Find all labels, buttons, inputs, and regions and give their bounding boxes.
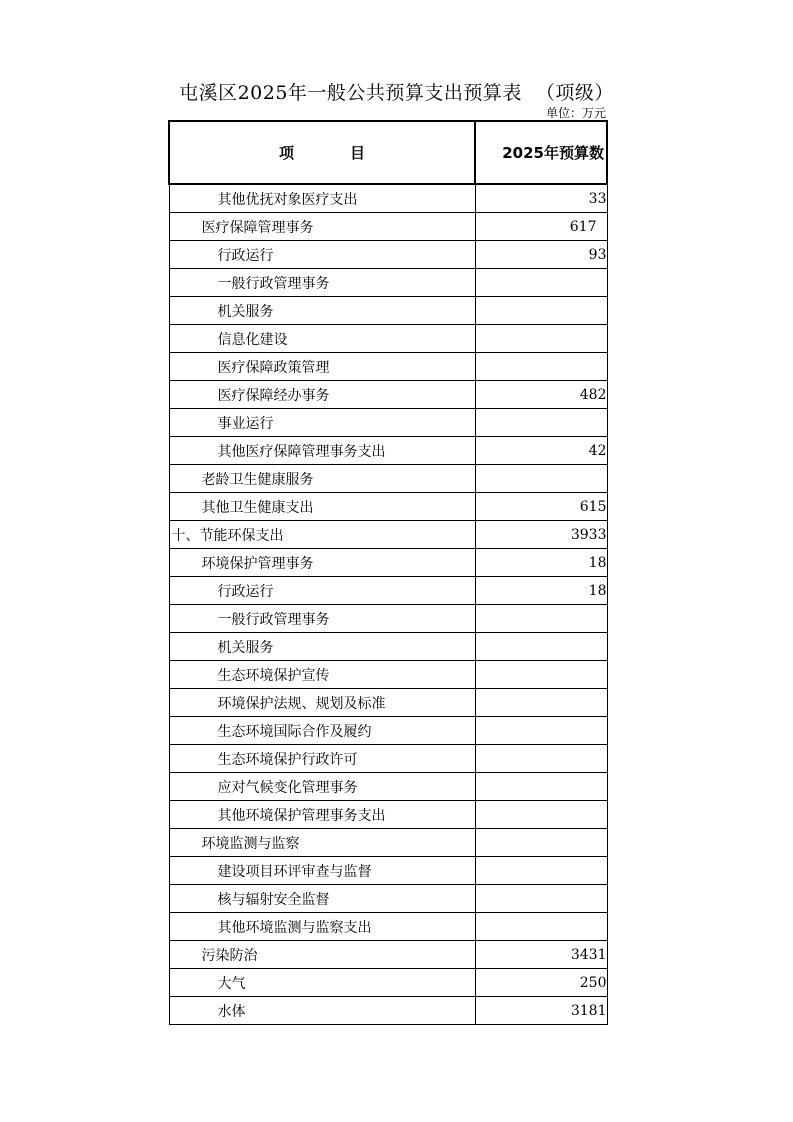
row-amount xyxy=(475,661,607,689)
table-row xyxy=(169,241,607,269)
row-amount xyxy=(475,773,607,801)
row-amount xyxy=(475,409,607,437)
table-row xyxy=(169,885,607,913)
row-amount xyxy=(475,857,607,885)
table-row xyxy=(169,773,607,801)
table-row xyxy=(169,213,607,241)
row-amount: 18 xyxy=(475,577,607,605)
page-title xyxy=(0,80,793,106)
column-header-item xyxy=(169,121,475,184)
row-item-label: 生态环境保护行政许可 xyxy=(169,745,475,773)
title-main: 屯溪区2025年一般公共预算支出预算表 xyxy=(179,82,522,104)
row-amount: 3431 xyxy=(475,941,607,969)
row-item-label: 应对气候变化管理事务 xyxy=(169,773,475,801)
table-row xyxy=(169,941,607,969)
table-row xyxy=(169,745,607,773)
row-amount xyxy=(475,801,607,829)
table-row xyxy=(169,465,607,493)
row-item-label: 生态环境保护宣传 xyxy=(169,661,475,689)
row-item-label: 机关服务 xyxy=(169,297,475,325)
table-row xyxy=(169,409,607,437)
row-item-label: 医疗保障经办事务 xyxy=(169,381,475,409)
row-item-label: 环境保护管理事务 xyxy=(169,549,475,577)
header-item-char-2: 目 xyxy=(350,144,366,162)
row-amount xyxy=(475,745,607,773)
row-item-label: 一般行政管理事务 xyxy=(169,605,475,633)
row-amount xyxy=(475,717,607,745)
table-row xyxy=(169,184,607,213)
row-amount xyxy=(475,353,607,381)
row-amount xyxy=(475,269,607,297)
row-amount xyxy=(475,465,607,493)
table-row xyxy=(169,549,607,577)
row-amount xyxy=(475,885,607,913)
row-item-label: 机关服务 xyxy=(169,633,475,661)
table-row xyxy=(169,969,607,997)
row-amount: 3933 xyxy=(475,521,607,549)
row-amount: 18 xyxy=(475,549,607,577)
row-item-label: 十、节能环保支出 xyxy=(169,521,475,549)
row-item-label: 医疗保障政策管理 xyxy=(169,353,475,381)
row-amount: 42 xyxy=(475,437,607,465)
table-row xyxy=(169,269,607,297)
row-item-label: 核与辐射安全监督 xyxy=(169,885,475,913)
table-row xyxy=(169,801,607,829)
table-row xyxy=(169,689,607,717)
row-item-label: 一般行政管理事务 xyxy=(169,269,475,297)
table-row xyxy=(169,661,607,689)
row-amount xyxy=(475,633,607,661)
row-item-label: 环境保护法规、规划及标准 xyxy=(169,689,475,717)
row-item-label: 环境监测与监察 xyxy=(169,829,475,857)
row-item-label: 其他优抚对象医疗支出 xyxy=(169,184,475,213)
row-item-label: 其他卫生健康支出 xyxy=(169,493,475,521)
budget-table xyxy=(168,120,608,1025)
table-row xyxy=(169,325,607,353)
row-item-label: 行政运行 xyxy=(169,241,475,269)
table-row xyxy=(169,605,607,633)
title-suffix: （项级） xyxy=(535,82,614,104)
row-item-label: 事业运行 xyxy=(169,409,475,437)
row-amount: 250 xyxy=(475,969,607,997)
row-amount: 615 xyxy=(475,493,607,521)
row-item-label: 其他环境保护管理事务支出 xyxy=(169,801,475,829)
table-row xyxy=(169,577,607,605)
row-item-label: 老龄卫生健康服务 xyxy=(169,465,475,493)
row-item-label: 污染防治 xyxy=(169,941,475,969)
table-row xyxy=(169,381,607,409)
row-item-label: 大气 xyxy=(169,969,475,997)
header-item-char-1: 项 xyxy=(278,144,294,162)
row-amount xyxy=(475,325,607,353)
table-row xyxy=(169,437,607,465)
table-row xyxy=(169,717,607,745)
table-row xyxy=(169,521,607,549)
table-row xyxy=(169,829,607,857)
row-amount: 33 xyxy=(475,184,607,213)
row-item-label: 行政运行 xyxy=(169,577,475,605)
row-amount xyxy=(475,913,607,941)
table-row xyxy=(169,493,607,521)
table-row xyxy=(169,913,607,941)
table-row xyxy=(169,857,607,885)
table-row xyxy=(169,297,607,325)
row-amount xyxy=(475,297,607,325)
row-item-label: 水体 xyxy=(169,997,475,1025)
table-row xyxy=(169,353,607,381)
row-amount: 617 xyxy=(475,213,607,241)
row-item-label: 其他医疗保障管理事务支出 xyxy=(169,437,475,465)
row-amount: 93 xyxy=(475,241,607,269)
table-header-row xyxy=(169,121,607,184)
row-item-label: 建设项目环评审查与监督 xyxy=(169,857,475,885)
unit-label: 单位：万元 xyxy=(545,106,606,120)
column-header-amount: 2025年预算数 xyxy=(475,121,607,184)
table-row xyxy=(169,997,607,1025)
row-amount xyxy=(475,829,607,857)
row-amount xyxy=(475,689,607,717)
row-amount: 482 xyxy=(475,381,607,409)
row-item-label: 信息化建设 xyxy=(169,325,475,353)
row-item-label: 其他环境监测与监察支出 xyxy=(169,913,475,941)
row-amount: 3181 xyxy=(475,997,607,1025)
row-item-label: 生态环境国际合作及履约 xyxy=(169,717,475,745)
row-item-label: 医疗保障管理事务 xyxy=(169,213,475,241)
table-row xyxy=(169,633,607,661)
row-amount xyxy=(475,605,607,633)
